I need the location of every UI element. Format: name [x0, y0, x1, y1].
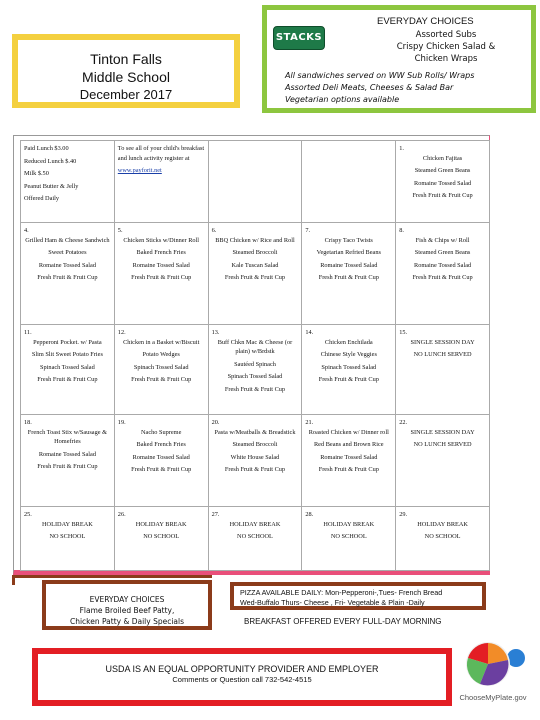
menu-item-text: Fresh Fruit & Fruit Cup [318, 274, 379, 281]
calendar-week-row [21, 141, 490, 223]
calendar-day-cell [21, 223, 115, 325]
menu-item-text: NO SCHOOL [237, 533, 273, 540]
day-number: 28. [305, 511, 314, 518]
myplate-label: ChooseMyPlate.gov [459, 693, 527, 702]
menu-item-text: Steamed Broccoli [232, 441, 278, 448]
day-number: 12. [117, 329, 126, 336]
calendar-day-cell [208, 223, 302, 325]
school-title-box [12, 34, 240, 108]
menu-item-text: Sweet Potatoes [48, 249, 87, 256]
menu-item-text: Spinach Tossed Salad [133, 363, 189, 371]
calendar-day-cell [396, 507, 490, 571]
menu-item-text: Chicken Fajitas [422, 154, 463, 162]
day-number: 25. [24, 511, 32, 518]
menu-item-text: Baked French Fries [136, 441, 186, 448]
menu-item-text: Kale Tuscan Salad [231, 261, 279, 269]
menu-item-text: Grilled Ham & Cheese Sandwich [25, 236, 110, 244]
day-number: 18. [24, 419, 32, 426]
menu-item-text: Romaine Tossed Salad [132, 453, 190, 461]
calendar-day-cell [21, 325, 115, 415]
calendar-day-cell [21, 415, 115, 507]
calendar-day-cell [208, 507, 302, 571]
everyday-bottom-title: EVERYDAY CHOICES [89, 595, 165, 604]
menu-item-text: Buff Chkn Mac & Cheese (or plain) w/Brdstk [217, 338, 293, 355]
calendar-day-cell [114, 141, 208, 223]
menu-item-text: Chinese Style Veggies [320, 351, 377, 358]
pizza-line: PIZZA AVAILABLE DAILY: Mon-Pepperoni-,Tues- French Bread [240, 588, 443, 597]
myplate-logo [458, 638, 528, 708]
menu-item-text: NO SCHOOL [424, 533, 461, 540]
menu-item-text: HOLIDAY BREAK [135, 520, 187, 528]
calendar-day-cell [302, 223, 396, 325]
everyday-choices-top [262, 5, 536, 113]
day-number: 4. [24, 227, 29, 234]
day-number: 15. [399, 329, 408, 336]
calendar-day-cell [208, 325, 302, 415]
calendar-day-cell [396, 223, 490, 325]
menu-item-text: HOLIDAY BREAK [417, 520, 468, 528]
usda-statement: USDA IS AN EQUAL OPPORTUNITY PROVIDER AND EMPLOYER [105, 664, 379, 674]
menu-item-text: Fresh Fruit & Fruit Cup [224, 274, 286, 281]
menu-item-text: Fresh Fruit & Fruit Cup [224, 466, 286, 473]
calendar-day-cell [114, 325, 208, 415]
menu-item-text: Spinach Tossed Salad [40, 363, 95, 371]
menu-item-text: Fresh Fruit & Fruit Cup [131, 466, 192, 473]
pizza-line: Wed-Buffalo Thurs- Cheese , Fri- Vegetable & Plain -Daily [240, 597, 425, 607]
calendar-week-row [21, 507, 490, 571]
menu-item-text: Fish & Chips w/ Roll [415, 236, 470, 244]
calendar-day-cell [21, 507, 115, 571]
menu-item-text: To see all of your child's breakfast and lunch activity register at [117, 145, 205, 162]
menu-item-text: Fresh Fruit & Fruit Cup [412, 192, 473, 199]
day-number: 26. [117, 511, 126, 518]
menu-item-text: Fresh Fruit & Fruit Cup [318, 376, 379, 383]
stacks-logo: STACKS [273, 26, 325, 50]
menu-item-text: Baked French Fries [136, 249, 186, 256]
menu-item-text: Fresh Fruit & Fruit Cup [224, 385, 286, 393]
menu-item-text: Peanut Butter & Jelly [24, 182, 79, 190]
day-number: 27. [211, 511, 220, 518]
calendar-day-cell [302, 415, 396, 507]
breakfast-notice: BREAKFAST OFFERED EVERY FULL-DAY MORNING [244, 617, 442, 626]
calendar-week-row [21, 325, 490, 415]
menu-item-text: Pepperoni Pocket. w/ Pasta [33, 338, 102, 346]
menu-item-text: Fresh Fruit & Fruit Cup [412, 274, 473, 281]
menu-item-text: Romaine Tossed Salad [414, 261, 472, 269]
everyday-bottom-line: Flame Broiled Beef Patty, [79, 606, 175, 615]
day-number: 6. [211, 227, 217, 234]
calendar-day-cell [208, 415, 302, 507]
day-number: 21. [305, 419, 314, 426]
menu-item-text: Fresh Fruit & Fruit Cup [318, 466, 379, 473]
calendar-day-cell [302, 325, 396, 415]
menu-item-text: Slim Slit Sweet Potato Fries [31, 351, 103, 358]
menu-item-text: BBQ Chicken w/ Rice and Roll [215, 236, 295, 244]
day-number: 5. [117, 227, 123, 234]
menu-item-text: Potato Wedges [142, 351, 180, 358]
menu-item-text: Fresh Fruit & Fruit Cup [131, 376, 192, 383]
menu-item-text: Romaine Tossed Salad [320, 453, 378, 461]
menu-item-text: Steamed Broccoli [232, 249, 278, 256]
calendar-day-cell [302, 507, 396, 571]
everyday-note: All sandwiches served on WW Sub Rolls/ Wraps [285, 71, 475, 80]
menu-item-text: NO SCHOOL [330, 533, 367, 540]
contact-line: Comments or Question call 732-542-4515 [172, 675, 312, 684]
payforit-link[interactable]: www.payforit.net [117, 167, 162, 174]
menu-item-text: Romaine Tossed Salad [132, 261, 190, 269]
menu-item-text: Paid Lunch $3.00 [24, 145, 69, 152]
calendar-day-cell [396, 141, 490, 223]
menu-item-text: Romaine Tossed Salad [38, 261, 96, 269]
everyday-item: Assorted Subs [415, 30, 477, 40]
menu-item-text: Romaine Tossed Salad [320, 261, 378, 269]
everyday-bottom-line: Chicken Patty & Daily Specials [69, 617, 185, 626]
everyday-choices-title: EVERYDAY CHOICES [377, 16, 474, 27]
menu-month: December 2017 [79, 87, 173, 102]
everyday-choices-items [371, 29, 521, 65]
menu-item-text: NO LUNCH SERVED [413, 441, 472, 448]
menu-item-text: Fresh Fruit & Fruit Cup [37, 376, 98, 383]
menu-item-text: Steamed Green Beans [414, 167, 471, 174]
school-name-line2: Middle School [82, 69, 170, 85]
menu-item-text: Steamed Green Beans [414, 249, 471, 256]
menu-item-text: NO SCHOOL [143, 533, 180, 540]
calendar-day-cell [114, 507, 208, 571]
menu-item-text: SINGLE SESSION DAY [410, 338, 475, 346]
day-number: 20. [211, 419, 220, 426]
menu-item-text: Milk $.50 [24, 170, 49, 177]
menu-item-text: Roasted Chicken w/ Dinner roll [308, 428, 389, 436]
everyday-choices-bottom [42, 580, 212, 630]
calendar-day-cell [208, 141, 302, 223]
menu-item-text: Reduced Lunch $.40 [24, 157, 77, 165]
day-number: 29. [399, 511, 408, 518]
menu-item-text: Chicken in a Basket w/Biscuit [123, 338, 200, 346]
menu-item-text: Chicken Enchilada [324, 338, 373, 346]
menu-item-text: Red Beans and Brown Rice [313, 441, 384, 448]
usda-notice-box [32, 648, 452, 706]
day-number: 7. [305, 227, 311, 234]
menu-item-text: Vegetarian Refried Beans [316, 249, 381, 256]
menu-item-text: HOLIDAY BREAK [229, 520, 281, 528]
calendar-day-cell [302, 141, 396, 223]
menu-item-text: NO SCHOOL [49, 533, 86, 540]
day-number: 8. [399, 227, 404, 234]
menu-item-text: Fresh Fruit & Fruit Cup [37, 463, 98, 470]
day-number: 1. [399, 145, 404, 152]
everyday-item: Chicken Wraps [414, 54, 478, 64]
everyday-item: Crispy Chicken Salad & [396, 42, 496, 52]
menu-item-text: Chicken Sticks w/Dinner Roll [123, 236, 200, 244]
day-number: 13. [211, 329, 220, 336]
calendar-day-cell [396, 415, 490, 507]
menu-item-text: Fresh Fruit & Fruit Cup [131, 274, 192, 281]
calendar-day-cell [21, 141, 115, 223]
everyday-note: Assorted Deli Meats, Cheeses & Salad Bar [285, 83, 454, 92]
menu-item-text: Romaine Tossed Salad [38, 450, 96, 458]
menu-item-text: Romaine Tossed Salad [414, 179, 472, 187]
menu-item-text: HOLIDAY BREAK [323, 520, 375, 528]
menu-item-text: French Toast Stix w/Sausage & Homefries [27, 428, 107, 445]
menu-item-text: NO LUNCH SERVED [413, 351, 472, 358]
everyday-choices-notes [285, 70, 531, 106]
calendar-day-cell [396, 325, 490, 415]
day-number: 22. [399, 419, 408, 426]
menu-item-text: White House Salad [230, 453, 280, 461]
school-name-line1: Tinton Falls [90, 51, 162, 67]
day-number: 14. [305, 329, 314, 336]
menu-item-text: HOLIDAY BREAK [42, 520, 93, 528]
calendar-week-row [21, 223, 490, 325]
menu-item-text: Fresh Fruit & Fruit Cup [37, 274, 98, 281]
menu-item-text: Sautéed Spinach [234, 360, 276, 368]
menu-item-text: Offered Daily [24, 195, 60, 202]
menu-calendar [20, 140, 490, 571]
day-number: 11. [24, 329, 32, 336]
pizza-availability-box [230, 582, 486, 610]
calendar-week-row [21, 415, 490, 507]
day-number: 19. [117, 419, 126, 426]
everyday-note: Vegetarian options available [285, 95, 400, 104]
menu-item-text: Spinach Tossed Salad [321, 363, 377, 371]
menu-item-text: Spinach Tossed Salad [227, 373, 283, 380]
menu-item-text: SINGLE SESSION DAY [410, 428, 475, 436]
menu-item-text: Crispy Taco Twists [324, 236, 373, 244]
menu-item-text: Nacho Supreme [140, 428, 182, 436]
menu-item-text: Pasta w/Meatballs & Breadstick [214, 428, 296, 436]
calendar-day-cell [114, 223, 208, 325]
calendar-day-cell [114, 415, 208, 507]
